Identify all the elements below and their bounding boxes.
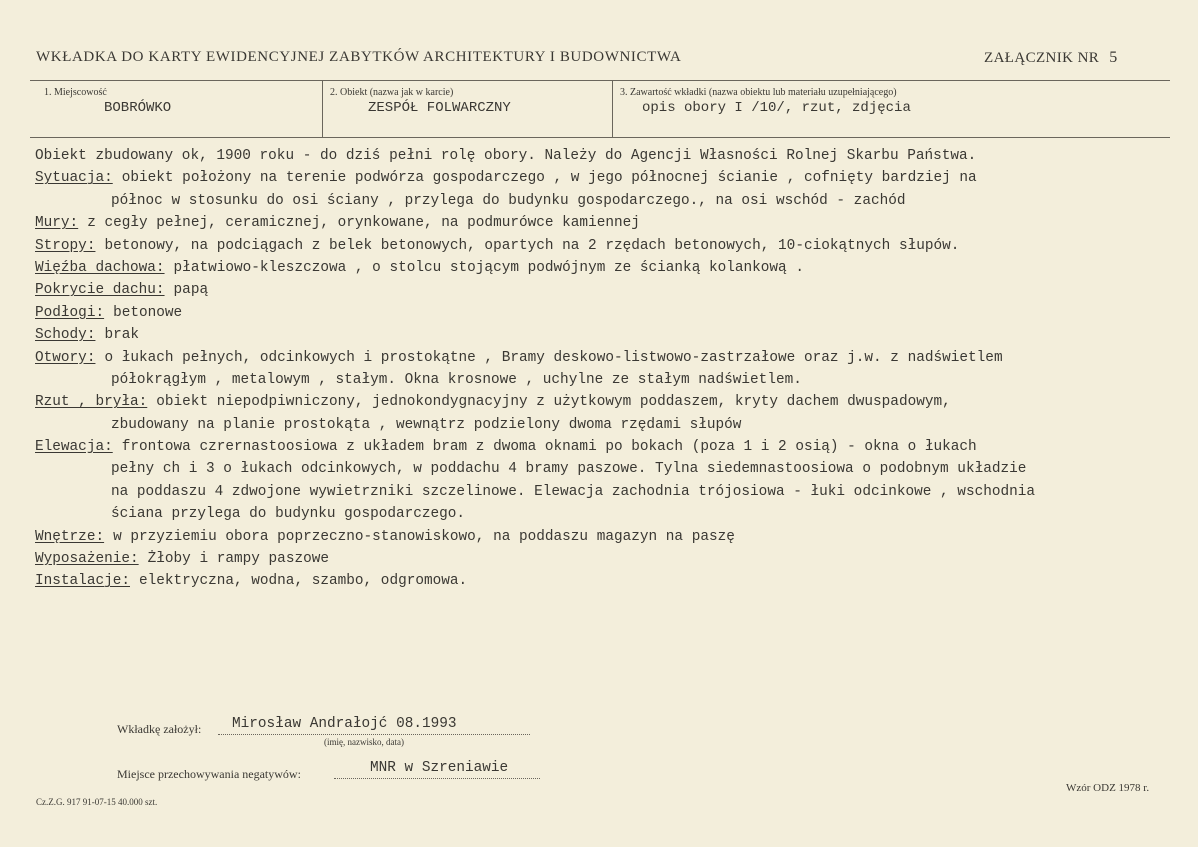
ceilings-line: [35, 235, 1195, 257]
author-value: Mirosław Andrałojć 08.1993: [232, 716, 457, 732]
equipment-text: Żłoby i rampy paszowe: [147, 551, 329, 568]
author-label: Wkładkę założył:: [117, 722, 202, 736]
contents-value: opis obory I /10/, rzut, zdjęcia: [642, 100, 911, 116]
negatives-label: Miejsce przechowywania negatywów:: [117, 767, 301, 781]
plan-label: Rzut , bryła:: [35, 394, 148, 411]
description-body: [35, 145, 1195, 593]
roof-truss-text: płatwiowo-kleszczowa , o stolcu stojącym podwójnym ze ścianką kolankową .: [173, 259, 804, 276]
stairs-label: Schody:: [35, 327, 96, 344]
form-title: WKŁADKA DO KARTY EWIDENCYJNEJ ZABYTKÓW ARCHITEKTURY I BUDOWNICTWA: [36, 49, 682, 65]
situation-text: obiekt położony na terenie podwórza gospodarczego , w jego północnej ścianie , cofnięty bardziej na: [121, 170, 977, 187]
interior-label: Wnętrze:: [35, 528, 105, 545]
roofing-line: [35, 279, 1195, 301]
installations-text: elektryczna, wodna, szambo, odgromowa.: [139, 573, 468, 590]
locality-value: BOBRÓWKO: [104, 100, 172, 116]
roofing-text: papą: [173, 282, 209, 299]
walls-line: [35, 212, 1195, 234]
ceilings-label: Stropy:: [35, 237, 96, 254]
floors-label: Podłogi:: [35, 304, 105, 321]
roof-truss-label: Więźba dachowa:: [35, 259, 165, 276]
stairs-text: brak: [104, 327, 139, 344]
appendix-label: ZAŁĄCZNIK NR: [984, 50, 1100, 66]
elevation-text: frontowa czrernastoosiowa z układem bram z dwoma oknami po bokach (poza 1 i 2 osią) - okna o łukach: [121, 439, 977, 456]
openings-continuation: półokrągłym , metalowym , stałym. Okna krosnowe , uchylne ze stałym nadświetlem.: [111, 371, 802, 388]
interior-line: [35, 526, 1195, 548]
openings-text: o łukach pełnych, odcinkowych i prostokątne , Bramy deskowo-listwowo-zastrzałowe oraz j.w. z nadświetlem: [104, 349, 1003, 366]
field-divider: [612, 80, 613, 137]
contents-label: 3. Zawartość wkładki (nazwa obiektu lub materiału uzupełniającego): [620, 87, 897, 98]
roofing-label: Pokrycie dachu:: [35, 282, 165, 299]
appendix-number-value: 5: [1109, 49, 1118, 66]
elevation-continuation: pełny ch i 3 o łukach odcinkowych, w poddachu 4 bramy paszowe. Tylna siedemnastoosiowa o podobnym układzie: [111, 461, 1027, 478]
plan-continuation: zbudowany na planie prostokąta , wewnątrz podzielony dwoma rzędami słupów: [111, 416, 742, 433]
roof-truss-line: [35, 257, 1195, 279]
elevation-continuation: na poddaszu 4 zdwojone wywietrzniki szczelinowe. Elewacja zachodnia trójosiowa - łuki odcinkowe , wschodnia: [111, 483, 1036, 500]
negatives-value: MNR w Szreniawie: [370, 760, 509, 776]
stairs-line: [35, 324, 1195, 346]
author-caption: (imię, nazwisko, data): [324, 737, 404, 747]
object-label: 2. Obiekt (nazwa jak w karcie): [330, 87, 454, 98]
installations-label: Instalacje:: [35, 573, 130, 590]
plan-line: [35, 391, 1195, 413]
ceilings-text: betonowy, na podciągach z belek betonowych, opartych na 2 rzędach betonowych, 10-ciokątnych słupów.: [104, 237, 960, 254]
walls-label: Mury:: [35, 215, 79, 232]
openings-line: [35, 347, 1195, 369]
openings-label: Otwory:: [35, 349, 96, 366]
fields-box: [30, 80, 1170, 138]
intro-line: Obiekt zbudowany ok, 1900 roku - do dziś pełni rolę obory. Należy do Agencji Własności Rolnej Skarbu Państwa.: [35, 148, 977, 164]
equipment-line: [35, 548, 1195, 570]
locality-label: 1. Miejscowość: [44, 87, 107, 98]
field-divider: [322, 80, 323, 137]
plan-text: obiekt niepodpiwniczony, jednokondygnacyjny z użytkowym poddaszem, kryty dachem dwuspadowym,: [156, 394, 951, 411]
walls-text: z cegły pełnej, ceramicznej, orynkowane, na podmurówce kamiennej: [87, 215, 640, 232]
situation-label: Sytuacja:: [35, 170, 113, 187]
author-dotted-line: [218, 734, 530, 735]
installations-line: [35, 570, 1195, 592]
situation-line: [35, 167, 1195, 189]
form-model: Wzór ODZ 1978 r.: [1066, 782, 1150, 794]
print-code: Cz.Z.G. 917 91-07-15 40.000 szt.: [36, 797, 158, 807]
interior-text: w przyziemiu obora poprzeczno-stanowiskowo, na poddaszu magazyn na paszę: [113, 528, 735, 545]
object-value: ZESPÓŁ FOLWARCZNY: [368, 100, 511, 116]
floors-text: betonowe: [113, 304, 183, 321]
elevation-line: [35, 436, 1195, 458]
negatives-dotted-line: [334, 778, 540, 779]
equipment-label: Wyposażenie:: [35, 551, 139, 568]
elevation-continuation: ściana przylega do budynku gospodarczego.: [111, 506, 466, 523]
elevation-label: Elewacja:: [35, 439, 113, 456]
appendix-number: [984, 49, 1118, 67]
situation-continuation: północ w stosunku do osi ściany , przylega do budynku gospodarczego., na osi wschód - zachód: [111, 192, 906, 209]
floors-line: [35, 302, 1195, 324]
